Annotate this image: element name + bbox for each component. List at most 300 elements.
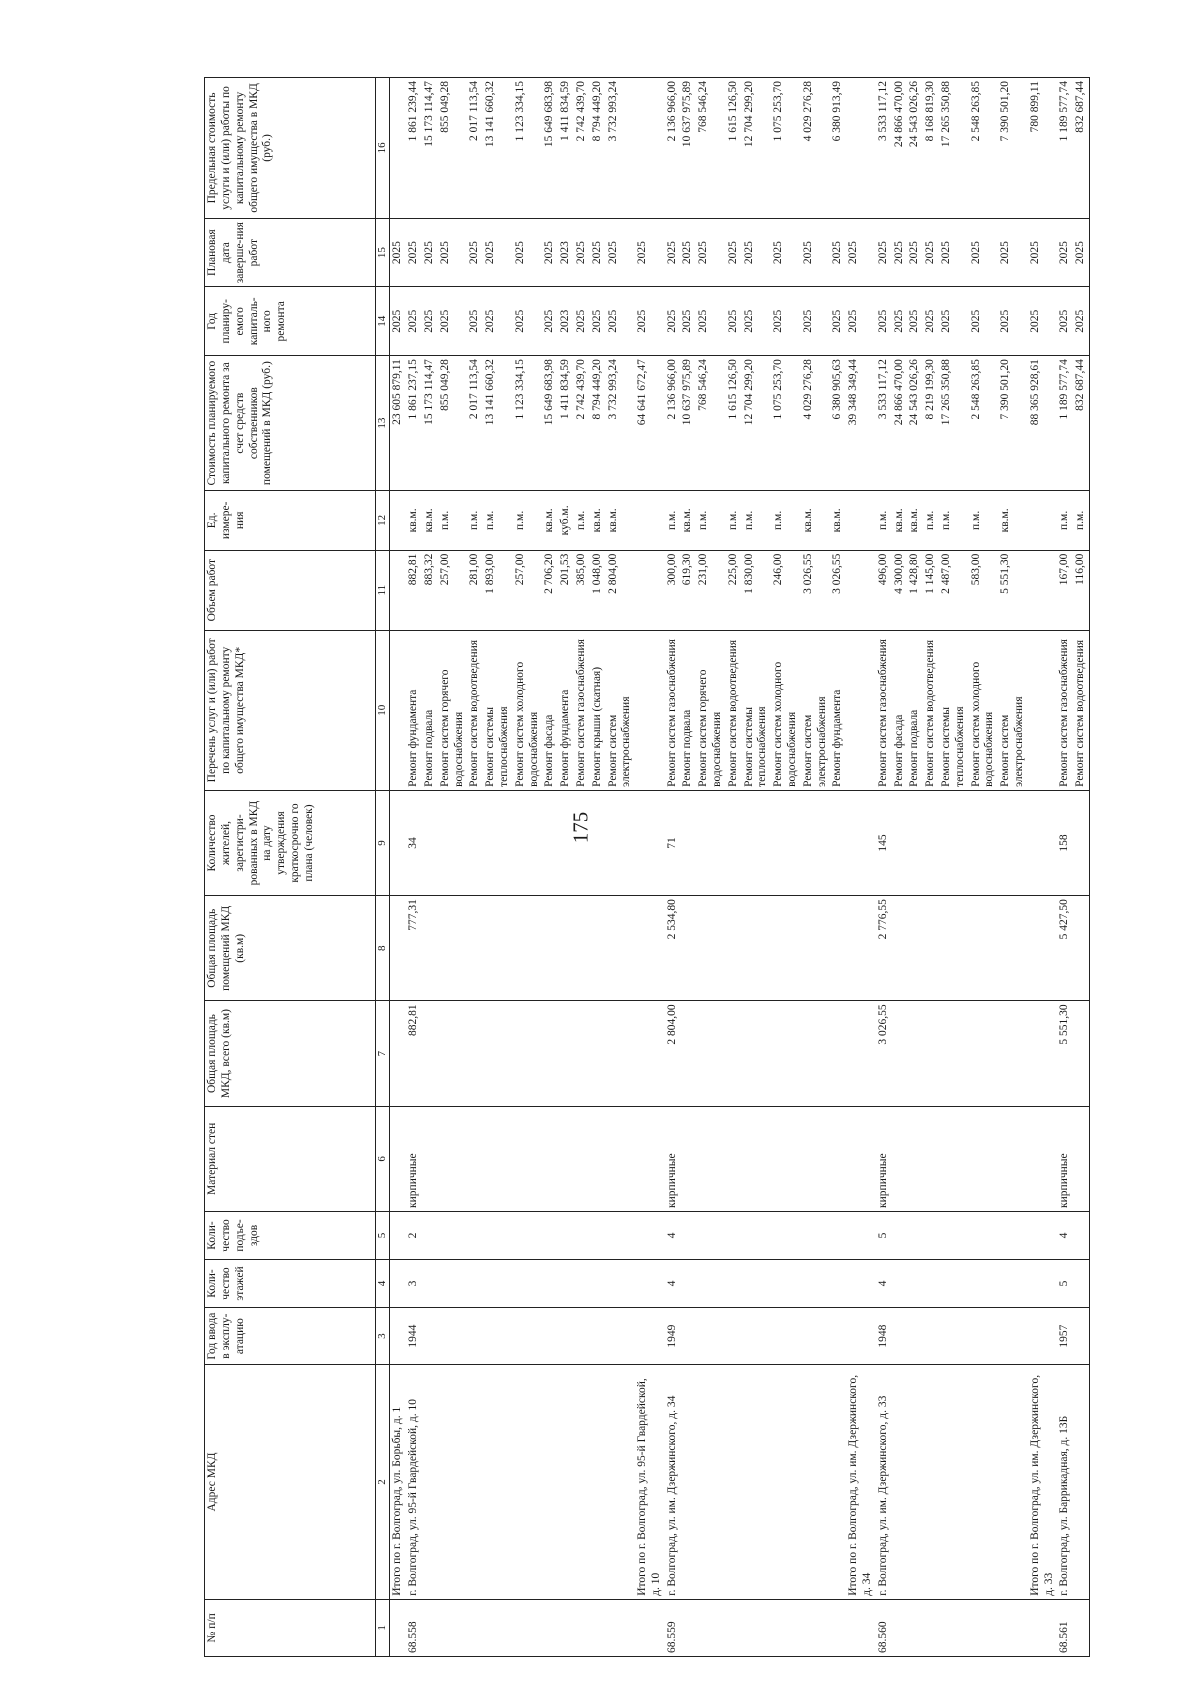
wall-material-cell [771, 1106, 801, 1211]
resident-count-cell [846, 790, 876, 895]
table-row [696, 78, 726, 1657]
commission-year-cell [635, 1308, 665, 1365]
column-number: 15 [376, 218, 390, 287]
work-type-cell: Ремонт систем газоснабжения [574, 630, 590, 790]
floor-count-cell [923, 1260, 939, 1308]
column-header: Адрес МКД [205, 1365, 376, 1600]
premises-area-cell [390, 896, 406, 1001]
premises-area-cell: 2 534,80 [665, 896, 681, 1001]
table-row [1073, 78, 1089, 1657]
planned-cost-cell: 1 123 334,15 [513, 356, 543, 491]
max-cost-cell: 780 899,11 [1028, 78, 1058, 219]
max-cost-cell: 855 049,28 [438, 78, 468, 219]
wall-material-cell [558, 1106, 574, 1211]
work-volume-cell: 1 428,80 [907, 550, 923, 630]
premises-area-cell [696, 896, 726, 1001]
commission-year-cell [923, 1308, 939, 1365]
wall-material-cell [969, 1106, 999, 1211]
work-volume-cell: 496,00 [876, 550, 892, 630]
max-cost-cell: 13 141 660,32 [483, 78, 513, 219]
planned-cost-cell: 17 265 350,88 [939, 356, 969, 491]
unit-cell: п.м. [696, 491, 726, 550]
work-volume-cell: 3 026,55 [830, 550, 846, 630]
table-body [390, 78, 1090, 1657]
planned-cost-cell: 88 365 928,61 [1028, 356, 1058, 491]
completion-date-cell: 2025 [390, 218, 406, 287]
commission-year-cell [680, 1308, 696, 1365]
entrance-count-cell [696, 1211, 726, 1259]
row-number-cell [680, 1599, 696, 1656]
planned-cost-cell: 768 546,24 [696, 356, 726, 491]
total-area-cell [892, 1001, 908, 1106]
address-cell [680, 1365, 696, 1600]
completion-date-cell: 2025 [969, 218, 999, 287]
column-header: Количество жителей, зарегистри-рованных в МКД на дату утверждения краткосрочно го плана (человек) [205, 790, 376, 895]
max-cost-cell: 2 548 263,85 [969, 78, 999, 219]
table-row [1057, 78, 1073, 1657]
work-volume-cell: 1 830,00 [742, 550, 772, 630]
table-row [892, 78, 908, 1657]
column-header: Год планиру-емого капиталь-ного ремонта [205, 287, 376, 356]
premises-area-cell [846, 896, 876, 1001]
premises-area-cell [969, 896, 999, 1001]
premises-area-cell [438, 896, 468, 1001]
unit-cell: кв.м. [590, 491, 606, 550]
premises-area-cell [483, 896, 513, 1001]
unit-cell: п.м. [1073, 491, 1089, 550]
floor-count-cell [696, 1260, 726, 1308]
total-area-cell [1073, 1001, 1089, 1106]
work-volume-cell: 1 145,00 [923, 550, 939, 630]
floor-count-cell [939, 1260, 969, 1308]
entrance-count-cell: 4 [665, 1211, 681, 1259]
premises-area-cell [635, 896, 665, 1001]
row-number-cell [801, 1599, 831, 1656]
row-number-cell [467, 1599, 483, 1656]
unit-cell [1028, 491, 1058, 550]
entrance-count-cell [467, 1211, 483, 1259]
table-row [513, 78, 543, 1657]
completion-date-cell: 2025 [1057, 218, 1073, 287]
entrance-count-cell [801, 1211, 831, 1259]
unit-cell: кв.м. [680, 491, 696, 550]
column-number: 3 [376, 1308, 390, 1365]
resident-count-cell [969, 790, 999, 895]
resident-count-cell [483, 790, 513, 895]
entrance-count-cell [513, 1211, 543, 1259]
plan-year-cell: 2025 [1028, 287, 1058, 356]
max-cost-cell: 1 075 253,70 [771, 78, 801, 219]
address-cell [606, 1365, 636, 1600]
max-cost-cell: 2 017 113,54 [467, 78, 483, 219]
table-row [876, 78, 892, 1657]
row-number-cell [771, 1599, 801, 1656]
work-type-cell: Ремонт фасада [892, 630, 908, 790]
address-cell [892, 1365, 908, 1600]
address-cell [771, 1365, 801, 1600]
unit-cell: кв.м. [542, 491, 558, 550]
row-number-cell [830, 1599, 846, 1656]
column-header: Коли-чество подъе-здов [205, 1211, 376, 1259]
work-volume-cell [635, 550, 665, 630]
entrance-count-cell [606, 1211, 636, 1259]
commission-year-cell [771, 1308, 801, 1365]
planned-cost-cell: 2 017 113,54 [467, 356, 483, 491]
resident-count-cell [1073, 790, 1089, 895]
max-cost-cell [390, 78, 406, 219]
total-area-cell: 2 804,00 [665, 1001, 681, 1106]
address-cell [801, 1365, 831, 1600]
column-header: Объем работ [205, 550, 376, 630]
completion-date-cell: 2025 [483, 218, 513, 287]
premises-area-cell [801, 896, 831, 1001]
completion-date-cell: 2025 [467, 218, 483, 287]
floor-count-cell: 4 [665, 1260, 681, 1308]
entrance-count-cell [846, 1211, 876, 1259]
table-row [467, 78, 483, 1657]
work-type-cell: Ремонт системы теплоснабжения [742, 630, 772, 790]
work-type-cell: Ремонт систем электроснабжения [606, 630, 636, 790]
work-type-cell: Ремонт систем водоотведения [467, 630, 483, 790]
row-number-cell [1073, 1599, 1089, 1656]
plan-year-cell: 2025 [742, 287, 772, 356]
total-area-cell [998, 1001, 1028, 1106]
wall-material-cell [390, 1106, 406, 1211]
table-row [726, 78, 742, 1657]
work-volume-cell: 3 026,55 [801, 550, 831, 630]
work-type-cell: Ремонт подвала [907, 630, 923, 790]
column-header: Плановая дата заверше-ния работ [205, 218, 376, 287]
resident-count-cell [467, 790, 483, 895]
total-area-cell [801, 1001, 831, 1106]
address-cell: Итого по г. Волгоград, ул. Борьбы, д. 1 [390, 1365, 406, 1600]
entrance-count-cell [680, 1211, 696, 1259]
resident-count-cell [892, 790, 908, 895]
work-type-cell [846, 630, 876, 790]
entrance-count-cell [742, 1211, 772, 1259]
max-cost-cell: 1 615 126,50 [726, 78, 742, 219]
row-number-cell [422, 1599, 438, 1656]
floor-count-cell [830, 1260, 846, 1308]
column-header: Предельная стоимость услуги и (или) работы по капитальному ремонту общего имущества в МКД (руб.) [205, 78, 376, 219]
work-volume-cell: 225,00 [726, 550, 742, 630]
work-volume-cell: 2 487,00 [939, 550, 969, 630]
row-number-cell [969, 1599, 999, 1656]
resident-count-cell [771, 790, 801, 895]
work-volume-cell: 5 551,30 [998, 550, 1028, 630]
plan-year-cell: 2023 [558, 287, 574, 356]
planned-cost-cell: 1 075 253,70 [771, 356, 801, 491]
row-number-cell [483, 1599, 513, 1656]
unit-cell: п.м. [726, 491, 742, 550]
row-number-cell [726, 1599, 742, 1656]
address-cell: г. Волгоград, ул. Баррикадная, д. 13Б [1057, 1365, 1073, 1600]
completion-date-cell: 2025 [513, 218, 543, 287]
unit-cell: кв.м. [422, 491, 438, 550]
entrance-count-cell: 5 [876, 1211, 892, 1259]
address-cell [998, 1365, 1028, 1600]
address-cell: г. Волгоград, ул. им. Дзержинского, д. 34 [665, 1365, 681, 1600]
row-number-cell [696, 1599, 726, 1656]
total-area-cell [742, 1001, 772, 1106]
row-number-cell: 68.558 [406, 1599, 422, 1656]
plan-year-cell: 2025 [542, 287, 558, 356]
column-number: 11 [376, 550, 390, 630]
row-number-cell [590, 1599, 606, 1656]
max-cost-cell: 3 732 993,24 [606, 78, 636, 219]
planned-cost-cell: 12 704 299,20 [742, 356, 772, 491]
entrance-count-cell [923, 1211, 939, 1259]
work-type-cell: Ремонт системы теплоснабжения [483, 630, 513, 790]
floor-count-cell: 5 [1057, 1260, 1073, 1308]
entrance-count-cell [390, 1211, 406, 1259]
completion-date-cell: 2025 [1073, 218, 1089, 287]
max-cost-cell: 24 543 026,26 [907, 78, 923, 219]
max-cost-cell: 24 866 470,00 [892, 78, 908, 219]
row-number-cell [742, 1599, 772, 1656]
resident-count-cell [1028, 790, 1058, 895]
premises-area-cell: 5 427,50 [1057, 896, 1073, 1001]
unit-cell: п.м. [483, 491, 513, 550]
row-number-cell [635, 1599, 665, 1656]
column-number: 10 [376, 630, 390, 790]
total-area-cell [483, 1001, 513, 1106]
commission-year-cell [742, 1308, 772, 1365]
plan-year-cell: 2025 [665, 287, 681, 356]
address-cell [467, 1365, 483, 1600]
commission-year-cell [801, 1308, 831, 1365]
wall-material-cell [606, 1106, 636, 1211]
planned-cost-cell: 15 173 114,47 [422, 356, 438, 491]
planned-cost-cell: 4 029 276,28 [801, 356, 831, 491]
planned-cost-cell: 1 189 577,74 [1057, 356, 1073, 491]
column-header: Год ввода в эксплу-атацию [205, 1308, 376, 1365]
resident-count-cell [907, 790, 923, 895]
entrance-count-cell [1028, 1211, 1058, 1259]
wall-material-cell [438, 1106, 468, 1211]
row-number-cell [542, 1599, 558, 1656]
premises-area-cell [542, 896, 558, 1001]
column-number: 12 [376, 491, 390, 550]
completion-date-cell: 2025 [939, 218, 969, 287]
plan-year-cell: 2025 [390, 287, 406, 356]
premises-area-cell [680, 896, 696, 1001]
completion-date-cell: 2025 [892, 218, 908, 287]
premises-area-cell [513, 896, 543, 1001]
entrance-count-cell: 2 [406, 1211, 422, 1259]
total-area-cell [558, 1001, 574, 1106]
table-row [801, 78, 831, 1657]
resident-count-cell [696, 790, 726, 895]
completion-date-cell: 2025 [590, 218, 606, 287]
completion-date-cell: 2025 [406, 218, 422, 287]
entrance-count-cell [558, 1211, 574, 1259]
repair-plan-table [204, 77, 1090, 1657]
max-cost-cell: 8 168 819,30 [923, 78, 939, 219]
completion-date-cell: 2025 [846, 218, 876, 287]
column-header: Общая площадь МКД, всего (кв.м) [205, 1001, 376, 1106]
row-number-cell: 68.560 [876, 1599, 892, 1656]
rotated-page-frame [0, 57, 1120, 1697]
wall-material-cell [635, 1106, 665, 1211]
wall-material-cell [923, 1106, 939, 1211]
column-number: 7 [376, 1001, 390, 1106]
max-cost-cell: 2 136 966,00 [665, 78, 681, 219]
work-volume-cell: 116,00 [1073, 550, 1089, 630]
unit-cell: кв.м. [801, 491, 831, 550]
column-number: 13 [376, 356, 390, 491]
wall-material-cell [846, 1106, 876, 1211]
commission-year-cell [467, 1308, 483, 1365]
entrance-count-cell [998, 1211, 1028, 1259]
column-number: 8 [376, 896, 390, 1001]
planned-cost-cell: 39 348 349,44 [846, 356, 876, 491]
resident-count-cell [422, 790, 438, 895]
wall-material-cell [696, 1106, 726, 1211]
max-cost-cell: 2 742 439,70 [574, 78, 590, 219]
total-area-cell [907, 1001, 923, 1106]
premises-area-cell [830, 896, 846, 1001]
plan-year-cell: 2025 [467, 287, 483, 356]
column-number: 6 [376, 1106, 390, 1211]
premises-area-cell [1073, 896, 1089, 1001]
address-cell [422, 1365, 438, 1600]
unit-cell: п.м. [513, 491, 543, 550]
column-header: Перечень услуг и (или) работ по капитальному ремонту общего имущества МКД* [205, 630, 376, 790]
total-area-cell: 5 551,30 [1057, 1001, 1073, 1106]
commission-year-cell [422, 1308, 438, 1365]
column-number: 1 [376, 1599, 390, 1656]
work-type-cell: Ремонт фундамента [830, 630, 846, 790]
table-row [939, 78, 969, 1657]
work-volume-cell: 619,30 [680, 550, 696, 630]
unit-cell: п.м. [438, 491, 468, 550]
address-cell [1073, 1365, 1089, 1600]
address-cell: Итого по г. Волгоград, ул. 95-й Гвардейской, д. 10 [635, 1365, 665, 1600]
total-area-cell [830, 1001, 846, 1106]
planned-cost-cell: 1 411 834,59 [558, 356, 574, 491]
commission-year-cell [939, 1308, 969, 1365]
work-type-cell: Ремонт подвала [680, 630, 696, 790]
unit-cell: кв.м. [406, 491, 422, 550]
total-area-cell [467, 1001, 483, 1106]
column-header: № п/п [205, 1599, 376, 1656]
unit-cell: п.м. [742, 491, 772, 550]
work-volume-cell: 883,32 [422, 550, 438, 630]
floor-count-cell [390, 1260, 406, 1308]
commission-year-cell [1028, 1308, 1058, 1365]
floor-count-cell [907, 1260, 923, 1308]
planned-cost-cell: 2 136 966,00 [665, 356, 681, 491]
wall-material-cell [801, 1106, 831, 1211]
wall-material-cell [590, 1106, 606, 1211]
premises-area-cell [1028, 896, 1058, 1001]
floor-count-cell [1028, 1260, 1058, 1308]
entrance-count-cell [635, 1211, 665, 1259]
address-cell [574, 1365, 590, 1600]
work-volume-cell: 257,00 [513, 550, 543, 630]
table-row [590, 78, 606, 1657]
column-number: 5 [376, 1211, 390, 1259]
address-cell [907, 1365, 923, 1600]
work-type-cell: Ремонт фасада [542, 630, 558, 790]
column-number: 9 [376, 790, 390, 895]
unit-cell: п.м. [1057, 491, 1073, 550]
work-type-cell: Ремонт систем горячего водоснабжения [438, 630, 468, 790]
wall-material-cell [680, 1106, 696, 1211]
plan-year-cell: 2025 [574, 287, 590, 356]
commission-year-cell: 1948 [876, 1308, 892, 1365]
wall-material-cell [998, 1106, 1028, 1211]
plan-year-cell: 2025 [830, 287, 846, 356]
unit-cell [846, 491, 876, 550]
address-cell [939, 1365, 969, 1600]
plan-year-cell: 2025 [680, 287, 696, 356]
planned-cost-cell: 64 641 672,47 [635, 356, 665, 491]
column-number: 14 [376, 287, 390, 356]
work-volume-cell: 231,00 [696, 550, 726, 630]
completion-date-cell: 2025 [606, 218, 636, 287]
wall-material-cell [422, 1106, 438, 1211]
completion-date-cell: 2025 [876, 218, 892, 287]
floor-count-cell [513, 1260, 543, 1308]
resident-count-cell [438, 790, 468, 895]
work-volume-cell: 2 706,20 [542, 550, 558, 630]
max-cost-cell: 1 189 577,74 [1057, 78, 1073, 219]
floor-count-cell: 3 [406, 1260, 422, 1308]
premises-area-cell [726, 896, 742, 1001]
unit-cell: куб.м. [558, 491, 574, 550]
max-cost-cell: 1 123 334,15 [513, 78, 543, 219]
planned-cost-cell: 7 390 501,20 [998, 356, 1028, 491]
work-volume-cell [1028, 550, 1058, 630]
work-type-cell: Ремонт крыши (скатная) [590, 630, 606, 790]
commission-year-cell [390, 1308, 406, 1365]
planned-cost-cell: 1 615 126,50 [726, 356, 742, 491]
entrance-count-cell [542, 1211, 558, 1259]
premises-area-cell [422, 896, 438, 1001]
planned-cost-cell: 15 649 683,98 [542, 356, 558, 491]
row-number-cell: 68.559 [665, 1599, 681, 1656]
resident-count-cell [513, 790, 543, 895]
entrance-count-cell [771, 1211, 801, 1259]
entrance-count-cell [830, 1211, 846, 1259]
resident-count-cell [606, 790, 636, 895]
resident-count-cell [390, 790, 406, 895]
wall-material-cell [467, 1106, 483, 1211]
floor-count-cell [483, 1260, 513, 1308]
work-volume-cell: 583,00 [969, 550, 999, 630]
total-area-cell [422, 1001, 438, 1106]
premises-area-cell [574, 896, 590, 1001]
resident-count-cell: 145 [876, 790, 892, 895]
completion-date-cell: 2025 [771, 218, 801, 287]
work-type-cell: Ремонт систем холодного водоснабжения [969, 630, 999, 790]
floor-count-cell [1073, 1260, 1089, 1308]
address-cell [696, 1365, 726, 1600]
total-area-cell [680, 1001, 696, 1106]
total-area-cell [726, 1001, 742, 1106]
floor-count-cell [590, 1260, 606, 1308]
row-number-cell [574, 1599, 590, 1656]
floor-count-cell [574, 1260, 590, 1308]
total-area-cell [923, 1001, 939, 1106]
plan-year-cell: 2025 [635, 287, 665, 356]
commission-year-cell: 1944 [406, 1308, 422, 1365]
commission-year-cell [483, 1308, 513, 1365]
unit-cell: п.м. [923, 491, 939, 550]
floor-count-cell [438, 1260, 468, 1308]
